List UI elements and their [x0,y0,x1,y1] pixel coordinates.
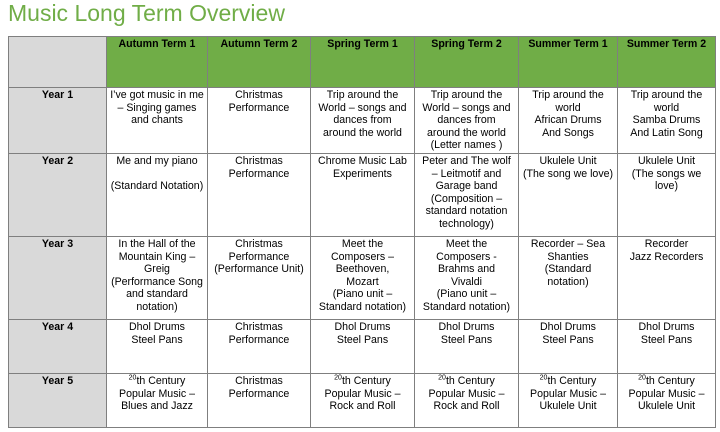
cell-text: th Century Popular Music – Rock and Roll [428,375,505,413]
table-cell [107,374,208,428]
cell-text: th Century Popular Music – Blues and Jazz [119,375,195,413]
table-cell: Peter and The wolf – Leitmotif and Garage band (Composition – standard notation technology) [415,154,519,237]
table-row [9,237,716,320]
table-cell: Recorder – Sea Shanties (Standard notation) [519,237,618,320]
table-cell: Christmas Performance [208,374,311,428]
table-cell: Ukulele Unit (The songs we love) [618,154,716,237]
century-superscript: 20 [539,374,548,382]
column-header: Spring Term 2 [415,37,519,88]
row-header: Year 3 [9,237,107,320]
century-superscript: 20 [638,374,646,382]
table-cell [415,374,519,428]
column-header: Summer Term 1 [519,37,618,88]
table-cell: Ukulele Unit (The song we love) [519,154,618,237]
table-cell: Christmas Performance [208,88,311,154]
header-row [9,37,716,88]
overview-table [8,36,716,428]
row-header: Year 5 [9,374,107,428]
table-cell: Recorder Jazz Recorders [618,237,716,320]
cell-text: th Century Popular Music – Rock and Roll [324,375,401,413]
row-header: Year 2 [9,154,107,237]
table-cell: Chrome Music Lab Experiments [311,154,415,237]
corner-cell [9,37,107,88]
table-cell: Dhol Drums Steel Pans [311,320,415,374]
table-cell: Christmas Performance (Performance Unit) [208,237,311,320]
table-cell [618,374,716,428]
column-header: Autumn Term 2 [208,37,311,88]
table-cell [519,374,618,428]
table-row [9,88,716,154]
table-cell: Trip around the World – songs and dances from around the world [311,88,415,154]
table-cell: Dhol Drums Steel Pans [618,320,716,374]
table-row [9,154,716,237]
cell-text: th Century Popular Music – Ukulele Unit [628,375,705,413]
table-cell: Dhol Drums Steel Pans [415,320,519,374]
table-row [9,374,716,428]
table-cell: Trip around the world Samba Drums And Latin Song [618,88,716,154]
table-cell: Trip around the world African Drums And Songs [519,88,618,154]
cell-text: th Century Popular Music – Ukulele Unit [530,375,606,413]
table-cell: Christmas Performance [208,154,311,237]
table-cell: Meet the Composers – Beethoven, Mozart (Piano unit – Standard notation) [311,237,415,320]
table-row [9,320,716,374]
table-cell: Trip around the World – songs and dances from around the world (Letter names ) [415,88,519,154]
column-header: Summer Term 2 [618,37,716,88]
century-superscript: 20 [128,374,137,382]
table-cell: Christmas Performance [208,320,311,374]
table-cell: Meet the Composers - Brahms and Vivaldi (Piano unit – Standard notation) [415,237,519,320]
table-cell: I’ve got music in me – Singing games and chants [107,88,208,154]
column-header: Autumn Term 1 [107,37,208,88]
table-cell: Dhol Drums Steel Pans [107,320,208,374]
table-cell: Dhol Drums Steel Pans [519,320,618,374]
row-header: Year 4 [9,320,107,374]
table-cell [311,374,415,428]
century-superscript: 20 [438,374,446,382]
page-title: Music Long Term Overview [8,0,285,26]
table-cell: In the Hall of the Mountain King – Greig (Performance Song and standard notation) [107,237,208,320]
century-superscript: 20 [334,374,342,382]
column-header: Spring Term 1 [311,37,415,88]
table-cell: Me and my piano (Standard Notation) [107,154,208,237]
row-header: Year 1 [9,88,107,154]
